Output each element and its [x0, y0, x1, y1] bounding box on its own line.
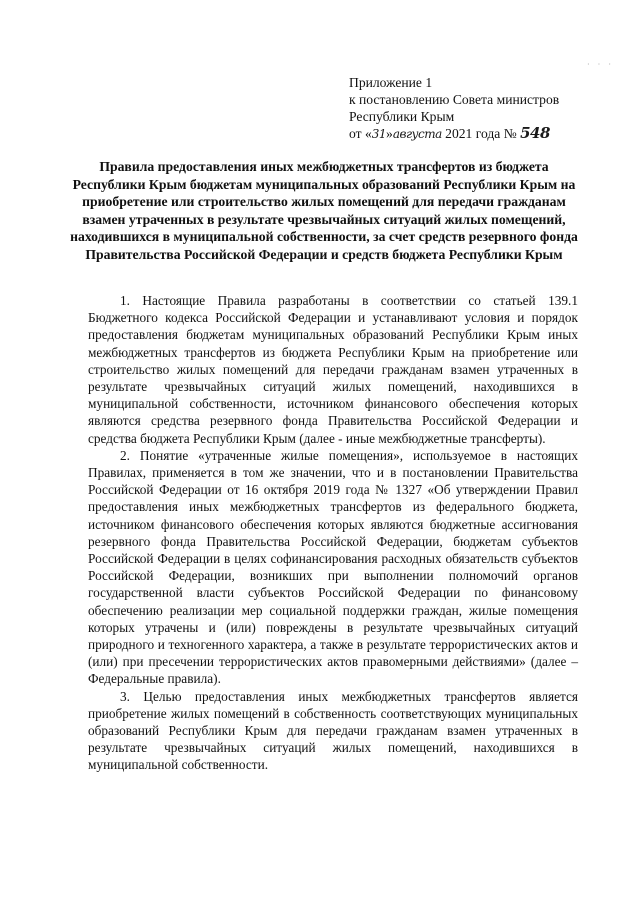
- scan-artifact: · · ·: [587, 60, 614, 69]
- document-title: Правила предоставления иных межбюджетных трансфертов из бюджета Республики Крым бюджетам муниципальных образований Республики Крым на приобретение или строительство жилых помещений для передачи гражданам взамен утраченных в результате чрезвычайных ситуаций жилых помещений, находившихся в муниципальной собственности, за счет средств резервного фонда Правительства Российской Федерации и средств бюджета Республики Крым: [70, 159, 578, 262]
- annex-header: [349, 74, 609, 143]
- date-prefix: от «: [349, 126, 372, 141]
- document-body: [88, 292, 578, 774]
- handwritten-day: 31: [371, 127, 387, 141]
- date-quote-close: »: [386, 126, 393, 141]
- annex-line-2: к постановлению Совета министров: [349, 92, 560, 107]
- paragraph-3: 3. Целью предоставления иных межбюджетных трансфертов является приобретение жилых помещений в собственность соответствующих муниципальных образований Республики Крым для передачи гражданам взамен утраченных в результате чрезвычайных ситуаций жилых помещений, находившихся в муниципальной собственности.: [88, 688, 578, 773]
- paragraph-2: 2. Понятие «утраченные жилые помещения», используемое в настоящих Правилах, применяется в том же значении, что и в постановлении Правительства Российской Федерации от 16 октября 2019 года № 1327 «Об утверждении Правил предоставления иных межбюджетных трансфертов из федерального бюджета, источником финансового обеспечения которых являются бюджетные ассигнования резервного фонда Правительства Российской Федерации, бюджетам субъектов Российской Федерации в целях софинансирования расходных обязательств субъектов Российской Федерации, возникших при выполнении полномочий органов государственной власти субъектов Российской Федерации по финансовому обеспечению реализации мер социальной поддержки граждан, жилые помещения которых утрачены и (или) повреждены в результате чрезвычайных ситуаций природного и техногенного характера, а также в результате террористических актов и (или) при пресечении террористических актов правомерными действиями» (далее – Федеральные правила).: [88, 447, 578, 687]
- date-year-text: 2021 года №: [441, 126, 521, 141]
- handwritten-month: августа: [392, 127, 442, 141]
- paragraph-1: 1. Настоящие Правила разработаны в соответствии со статьей 139.1 Бюджетного кодекса Российской Федерации и устанавливают условия и порядок предоставления бюджетам муниципальных образований Республики Крым иных межбюджетных трансфертов из бюджета Республики Крым на приобретение или строительство жилых помещений для передачи гражданам взамен утраченных в результате чрезвычайных ситуаций жилых помещений, находившихся в муниципальной собственности, источником финансового обеспечения которых являются средства резервного фонда Правительства Российской Федерации и средства бюджета Республики Крым (далее - иные межбюджетные трансферты).: [88, 293, 578, 446]
- annex-line-1: Приложение 1: [349, 75, 433, 90]
- annex-date-line: [349, 125, 609, 143]
- annex-line-3: Республики Крым: [349, 109, 455, 124]
- handwritten-number: 548: [520, 124, 550, 142]
